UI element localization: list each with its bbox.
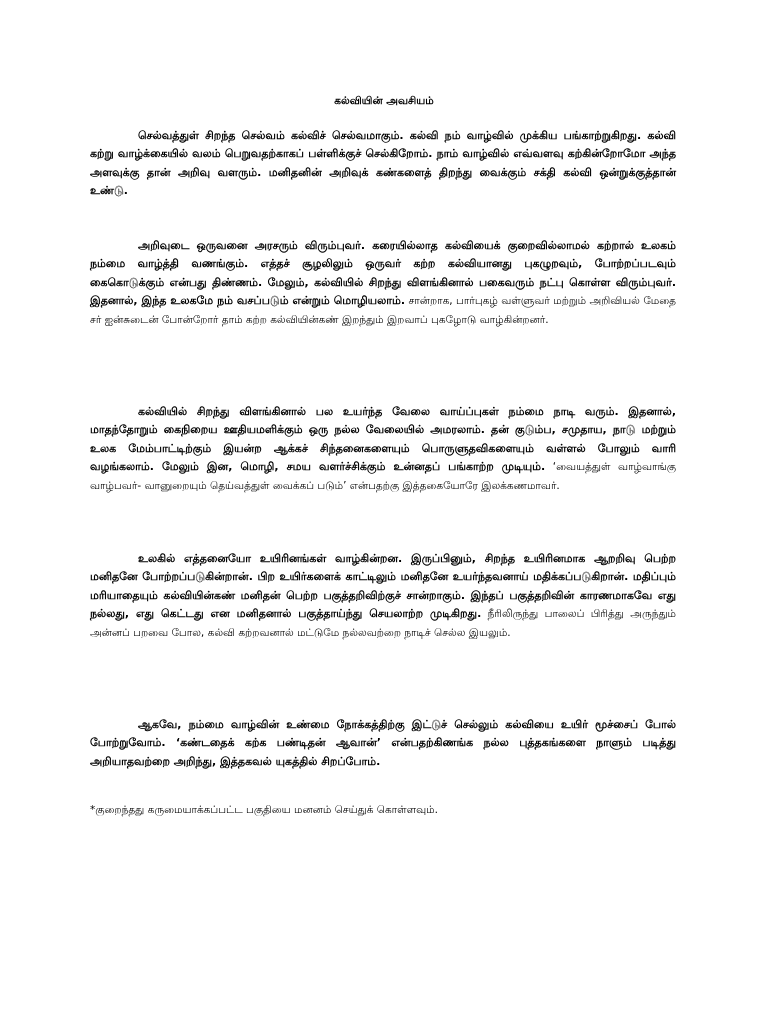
paragraph-2-bold-text: அறிவுடை ஒருவனை அரசரும் விரும்புவர். கரையில்லாத கல்வியைக் குறைவில்லாமல் கற்றால் உலகம் நம்மை வாழ்த்தி வணங்கும். எத்தச் சூழலிலும் ஒருவர் கற்ற கல்வியானது புகழுறவும், போற்றப்படவும் கைகொடுக்கும் என்பது திண்ணம். மேலும், கல்வியில் சிறந்து விளங்கினால் பகைவரும் நட்பு கொள்ள விரும்புவர். இதனால், இந்த உலகமே நம் வசப்படும் என்றும் மொழியலாம்.: [90, 239, 676, 308]
paragraph-4-normal-text: நீரிலிருந்து பாலைப் பிரித்து அருந்தும் அன்னப் பறவை போல, கல்வி கற்றவனால் மட்டுமே நல்லவற்றை நாடிச் செல்ல இயலும்.: [90, 608, 676, 639]
paragraph-4-bold-text: உலகில் எத்தனையோ உயிரினங்கள் வாழ்கின்றன. இருப்பினும், சிறந்த உயிரினமாக ஆறறிவு பெற்ற மனிதனே போற்றப்படுகின்றான். பிற உயிர்களைக் காட்டிலும் மனிதனே உயர்ந்தவனாய் மதிக்கப்படுகிறான். மதிப்பும் மரியாதையும் கல்வியின்கண் மனிதன் பெற்ற பகுத்தறிவிற்குச் சான்றாகும். இந்தப் பகுத்தறிவின் காரணமாகவே எது நல்லது, எது கெட்டது என மனிதனால் பகுத்தாய்ந்து செயலாற்ற முடிகிறது.: [90, 552, 676, 621]
paragraph-3: [90, 403, 676, 495]
paragraph-3-normal-text: ‘வையத்துள் வாழ்வாங்கு வாழ்பவர்- வானுறையும் தெய்வத்துள் வைக்கப் படும்’ என்பதற்கு இத்தகையோரே இலக்கணமாவர்.: [90, 461, 676, 492]
paragraph-2-normal-text: சான்றாக, பார்புகழ் வள்ளுவர் மற்றும் அறிவியல் மேதை சர் ஐன்சுடைன் போன்றோர் தாம் கற்ற கல்வியின்கண் இறந்தும் இறவாப் புகழோடு வாழ்கின்றனர்.: [90, 295, 676, 326]
paragraph-5-bold-text: ஆகவே, நம்மை வாழ்வின் உண்மை நோக்கத்திற்கு இட்டுச் செல்லும் கல்வியை உயிர் மூச்சைப் போல் போற்றுவோம். ‘கண்டதைக் கற்க பண்டிதன் ஆவான்’ என்பதற்கிணங்க நல்ல புத்தகங்களை நாளும் படித்து அறியாதவற்றை அறிந்து, இத்தகவல் யுகத்தில் சிறப்போம்.: [90, 718, 676, 768]
paragraph-2: [90, 237, 676, 329]
footnote: *குறைந்தது கருமையாக்கப்பட்ட பகுதியை மனனம் செய்துக் கொள்ளவும்.: [90, 804, 438, 816]
paragraph-1-bold-text: செல்வத்துள் சிறந்த செல்வம் கல்விச் செல்வமாகும். கல்வி நம் வாழ்வில் முக்கிய பங்காற்றுகிறது. கல்வி கற்று வாழ்க்கையில் வலம் பெறுவதற்காகப் பள்ளிக்குச் செல்கிறோம். நாம் வாழ்வில் எவ்வளவு கற்கின்றோமோ அந்த அளவுக்கு தான் அறிவு வளரும். மனிதனின் அறிவுக் கண்களைத் திறந்து வைக்கும் சக்தி கல்வி ஒன்றுக்குத்தான் உண்டு.: [90, 129, 676, 198]
page-title: கல்வியின் அவசியம்: [334, 95, 434, 107]
paragraph-1: [90, 127, 676, 201]
paragraph-4: [90, 550, 676, 642]
paragraph-3-bold-text: கல்வியில் சிறந்து விளங்கினால் பல உயர்ந்த வேலை வாய்ப்புகள் நம்மை நாடி வரும். இதனால், மாதந்தோறும் கைநிறைய ஊதியமளிக்கும் ஒரு நல்ல வேலையில் அமரலாம். தன் குடும்ப, சமுதாய, நாடு மற்றும் உலக மேம்பாட்டிற்கும் இயன்ற ஆக்கச் சிந்தனைகளையும் பொருளுதவிகளையும் வள்ளல் போலும் வாரி வழங்கலாம். மேலும் இன, மொழி, சமய வளர்ச்சிக்கும் உன்னதப் பங்காற்ற முடியும்.: [90, 405, 676, 474]
paragraph-5: [90, 716, 676, 771]
